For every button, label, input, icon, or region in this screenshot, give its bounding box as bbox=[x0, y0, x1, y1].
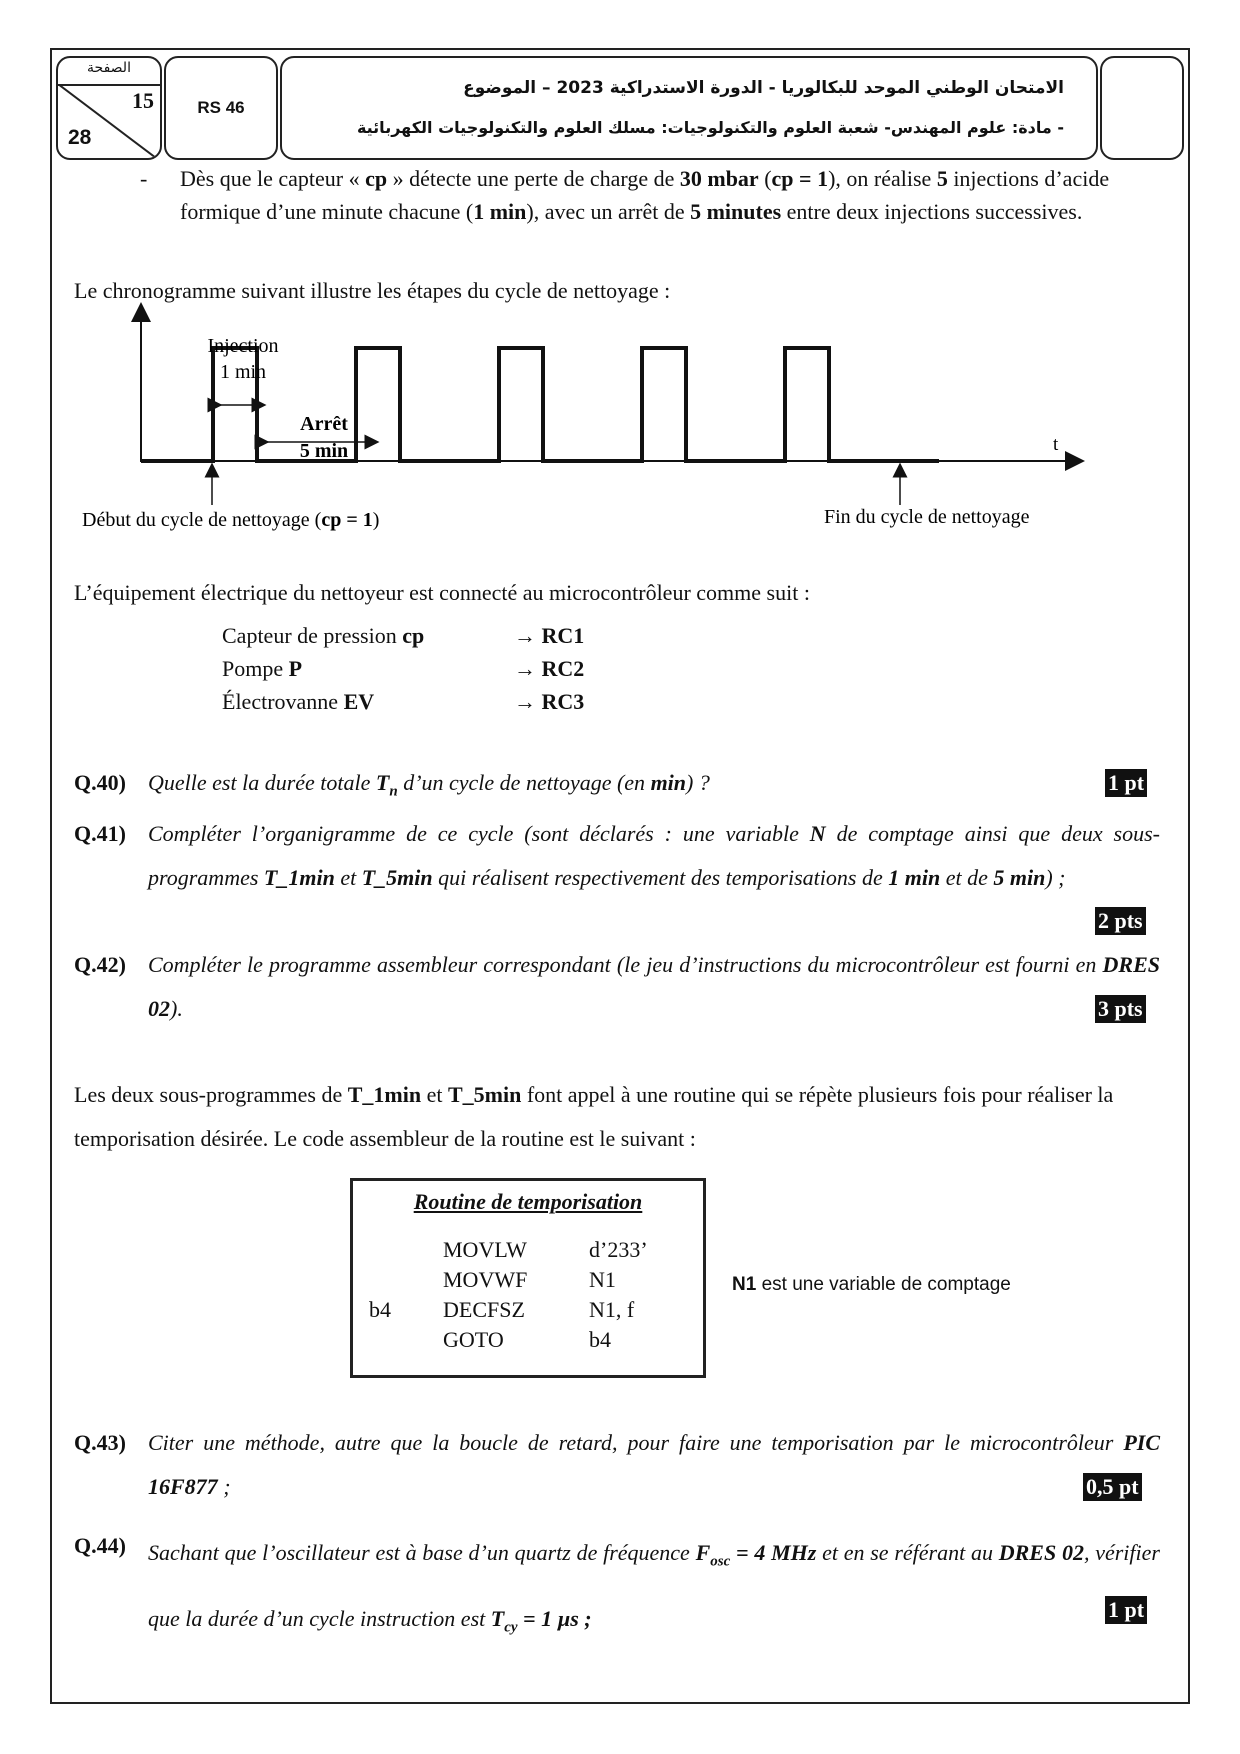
chronogram-intro: Le chronogramme suivant illustre les étapes du cycle de nettoyage : bbox=[74, 278, 671, 303]
question-text: Compléter l’organigramme de ce cycle (sont déclarés : une variable N de comptage ainsi que deux sous-programmes T_1min et T_5min qui réalisent respectivement des temporisations de 1 min et de 5 min) ; bbox=[148, 821, 1160, 890]
question-number: Q.41) bbox=[74, 821, 126, 846]
question-number: Q.44) bbox=[74, 1533, 126, 1558]
page-number: 15 bbox=[132, 88, 154, 113]
stop-label: Arrêt bbox=[300, 413, 348, 435]
counter-variable-note: N1 est une variable de comptage bbox=[732, 1274, 1011, 1295]
pulse-dimensions bbox=[215, 405, 372, 442]
connection-row-cp: Capteur de pression cp → RC1 bbox=[222, 623, 585, 648]
exam-code: RS 46 bbox=[164, 56, 278, 160]
end-cycle-label: Fin du cycle de nettoyage bbox=[824, 506, 1030, 528]
bullet-dash: - bbox=[140, 166, 148, 191]
question-text: Sachant que l’oscillateur est à base d’un quartz de fréquence $F_{osc} = 4$ MHz et en se référant au DRES 02, vérifier que la durée d’un cycle instruction est $T_{cy} = 1$ µs ; bbox=[148, 1540, 1160, 1636]
question-number: Q.42) bbox=[74, 952, 126, 977]
question-number: Q.40) bbox=[74, 770, 126, 795]
header-empty-box bbox=[1100, 56, 1184, 160]
chronogram bbox=[0, 300, 1240, 540]
injection-duration: 1 min bbox=[219, 361, 267, 383]
question-number: Q.43) bbox=[74, 1430, 126, 1455]
points-badge: 0,5 pt bbox=[1083, 1473, 1142, 1501]
connection-row-ev: Électrovanne EV → RC3 bbox=[222, 689, 585, 714]
page-label: الصفحة bbox=[87, 60, 131, 76]
injection-label: Injection bbox=[207, 335, 279, 357]
routine-title: Routine de temporisation bbox=[413, 1189, 643, 1214]
exam-title-line1: الامتحان الوطني الموحد للبكالوريا - الدورة الاستدراكية 2023 – الموضوع bbox=[463, 78, 1064, 98]
question-text: Compléter le programme assembleur correspondant (le jeu d’instructions du microcontrôleur est fourni en DRES 02). bbox=[148, 952, 1160, 1021]
page-total: 28 bbox=[68, 126, 92, 149]
routine-intro: Les deux sous-programmes de T_1min et T_5min font appel à une routine qui se répète plusieurs fois pour réaliser la temporisation désirée. Le code assembleur de la routine est le suivant : bbox=[74, 1082, 1114, 1151]
points-badge: 1 pt bbox=[1105, 1596, 1147, 1624]
connection-row-p: Pompe P → RC2 bbox=[222, 656, 585, 681]
points-badge: 3 pts bbox=[1095, 995, 1146, 1023]
intro-paragraph: Dès que le capteur « cp » détecte une perte de charge de 30 mbar (cp = 1), on réalise 5 injections d’acide formique d’une minute chacune (1 min), avec un arrêt de 5 minutes entre deux injections successives. bbox=[180, 166, 1110, 224]
exam-title-line2: - مادة: علوم المهندس- شعبة العلوم والتكنولوجيات: مسلك العلوم والتكنولوجيات الكهربائية bbox=[356, 118, 1064, 137]
connections-intro: L’équipement électrique du nettoyeur est connecté au microcontrôleur comme suit : bbox=[74, 580, 810, 605]
time-axis-label: t bbox=[1053, 434, 1059, 455]
exam-title-box bbox=[280, 56, 1098, 160]
question-text: Citer une méthode, autre que la boucle de retard, pour faire une temporisation par le microcontrôleur PIC 16F877 ; bbox=[148, 1430, 1160, 1499]
routine-code-box: Routine de temporisation MOVLW d’233’ MOVWF N1 b4 DECFSZ N1, f GOTO b4 bbox=[350, 1178, 706, 1378]
question-text: Quelle est la durée totale $T_n$ d’un cycle de nettoyage (en min) ? bbox=[148, 770, 710, 800]
start-cycle-label: Début du cycle de nettoyage (cp = 1) bbox=[82, 509, 380, 531]
stop-duration: 5 min bbox=[299, 440, 349, 462]
points-badge: 1 pt bbox=[1105, 769, 1147, 797]
page-number-box bbox=[56, 56, 162, 160]
points-badge: 2 pts bbox=[1095, 907, 1146, 935]
